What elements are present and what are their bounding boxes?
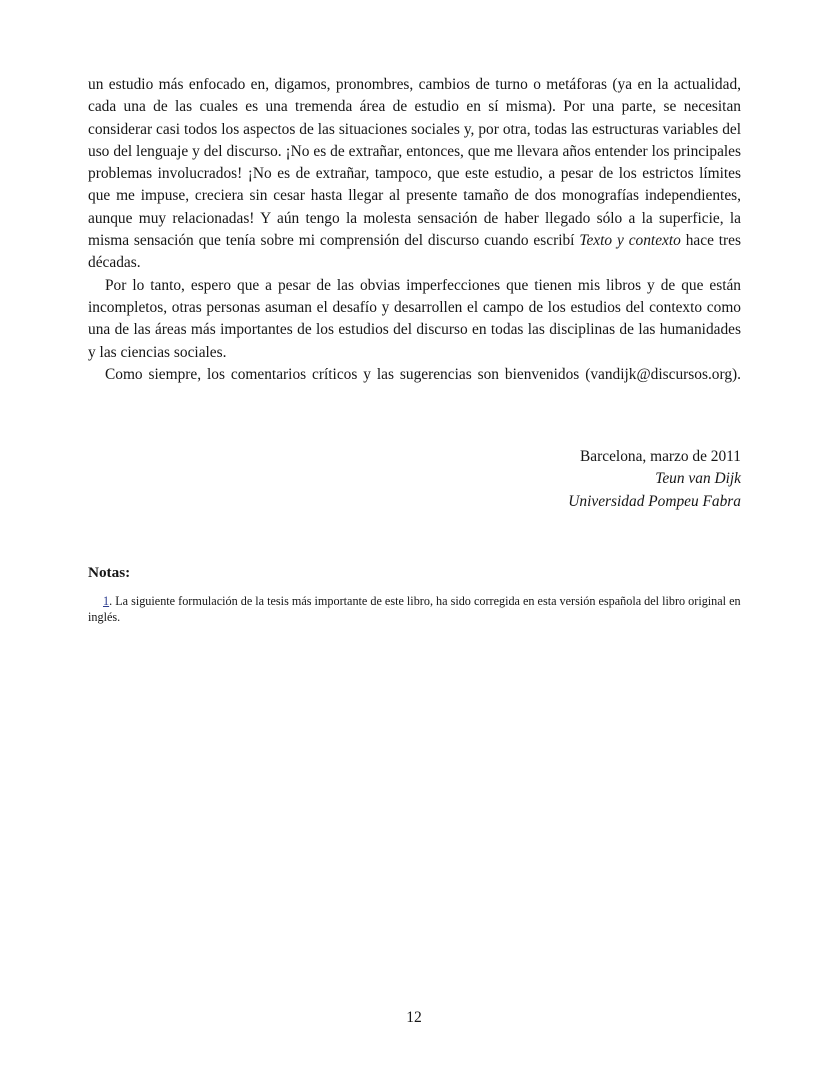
footnote-marker-link[interactable]: 1 <box>103 594 110 608</box>
signature-affiliation: Universidad Pompeu Fabra <box>568 492 741 510</box>
paragraph-1-text-part-1: un estudio más enfocado en, digamos, pronombres, cambios de turno o metáforas (ya en la actualidad, cada una de las cuales es una tremenda área de estudio en sí misma). Por una parte, se necesitan considerar casi todos los aspectos de las situaciones sociales y, por otra, todas las estructuras variables del uso del lenguaje y del discurso. ¡No es de extrañar, entonces, que me llevara años entender los principales problemas involucrados! ¡No es de extrañar, tampoco, que este estudio, a pesar de los estrictos límites que me impuse, creciera sin cesar hasta llegar al presente tamaño de dos monografías independientes, aunque muy relacionadas! Y aún tengo la molesta sensación de haber llegado sólo a la superficie, la misma sensación que tenía sobre mi comprensión del discurso cuando escribí <box>88 76 741 250</box>
paragraph-2 <box>88 275 741 364</box>
body-text-column <box>88 74 741 386</box>
footnote-text: La siguiente formulación de la tesis más importante de este libro, ha sido corregida en esta versión española del libro original en inglés. <box>88 594 741 624</box>
footnote-item <box>88 594 745 625</box>
signature-author: Teun van Dijk <box>655 470 741 488</box>
paragraph-1-text-part-2: hace tres décadas. <box>88 232 741 272</box>
paragraph-3 <box>88 364 741 386</box>
footnote-marker-suffix: . <box>109 594 113 608</box>
paragraph-2-text: Por lo tanto, espero que a pesar de las obvias imperfecciones que tienen mis libros y de que están incompletos, otras personas asuman el desafío y desarrollen el campo de los estudios del contexto como una de las áreas más importantes de los estudios del discurso en todas las disciplinas de las humanidades y las ciencias sociales. <box>88 276 741 361</box>
notes-heading: Notas: <box>88 564 131 581</box>
signature-place-date: Barcelona, marzo de 2011 <box>580 448 741 465</box>
signature-block <box>88 446 741 513</box>
cited-work-title: Texto y contexto <box>579 232 681 250</box>
page-number: 12 <box>406 1009 422 1026</box>
paragraph-1 <box>88 74 741 275</box>
notes-section <box>88 563 745 625</box>
paragraph-3-text: Como siempre, los comentarios críticos y las sugerencias son bienvenidos (vandijk@discursos.org). <box>105 365 741 383</box>
